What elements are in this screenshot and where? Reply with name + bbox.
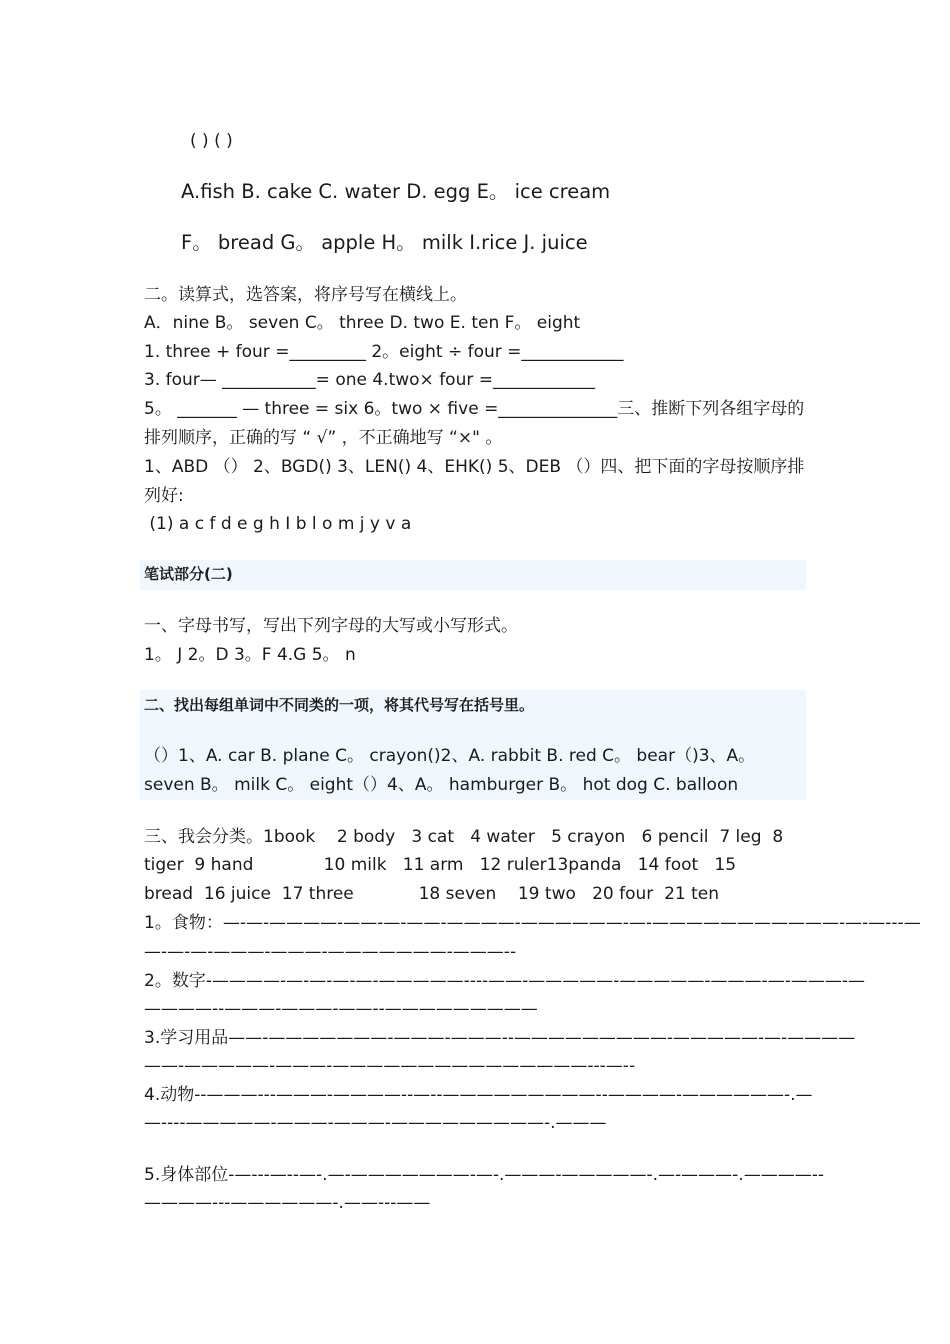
odd-one-out-items: （）1、A. car B. plane C。 crayon()2、A. rabbit B. red C。 bear（)3、A。 seven B。 milk C。 eight（）4、A。 hamburger B。 hot dog C. balloon	[144, 746, 756, 795]
category-body-parts-continued: ————---——————-.——---——	[144, 1193, 431, 1213]
math-question-1-2: 1. three + four =_________ 2。eight ÷ four =____________	[144, 342, 624, 362]
letter-writing-heading: 一、字母书写，写出下列字母的大写或小写形式。	[144, 616, 518, 636]
category-school-supplies: 3.学习用品——-———————-———-———--—————————-—————-—-————	[144, 1028, 856, 1048]
classify-words-line-1: 三、我会分类。1book 2 body 3 cat 4 water 5 crayon 6 pencil 7 leg 8	[144, 827, 784, 847]
section-math-heading: 二。读算式，选答案，将序号写在横线上。	[144, 285, 467, 305]
math-question-3-4: 3. four— ___________= one 4.two× four =____________	[144, 370, 595, 390]
food-options-line-2: F。 bread G。 apple H。 milk I.rice J. juice	[181, 231, 588, 254]
odd-one-out-heading: 二、找出每组单词中不同类的一项，将其代号写在括号里。	[144, 696, 535, 714]
category-animals-continued: —----—————-———-———-—————————-.———	[144, 1113, 607, 1133]
category-food-continued: —-—-—-———-———-———————-———--	[144, 942, 517, 962]
answer-parentheses: ( ) ( )	[190, 131, 233, 151]
math-answer-choices: A．nine B。 seven C。 three D. two E. ten F。 eight	[144, 313, 581, 333]
category-numbers: 2。数字-————-—-—-—-—-—————----——-—————-—————-———-—-———-—	[144, 971, 865, 991]
math-question-5-6-and-section-3: 5。 _______ — three = six 6。two × five =______________三、推断下列各组字母的排列顺序，正确的写 “ √” ，不正确地写 “×" 。	[144, 399, 805, 448]
letter-sequence: (1) a c f d e g h I b l o m j y v a	[144, 514, 412, 534]
category-animals: 4.动物--———---———-————--—--—————————--————-——————-.—	[144, 1085, 813, 1105]
category-school-supplies-continued: ——-—————-———-———————————————---—--	[144, 1056, 636, 1076]
food-options-line-1: A.fish B. cake C. water D. egg E。 ice cream	[181, 180, 611, 203]
classify-words-line-2: tiger 9 hand 10 milk 11 arm 12 ruler13panda 14 foot 15	[144, 855, 737, 875]
category-food: 1。食物：—-—-————-——-—-——-————-——————-—-———————————-—-—---—	[144, 913, 921, 933]
written-part-title: 笔试部分(二)	[144, 565, 233, 583]
letter-writing-items: 1。 J 2。D 3。F 4.G 5。 n	[144, 645, 356, 665]
category-numbers-continued: ————--———-———-——--—————————	[144, 999, 538, 1019]
letter-order-questions: 1、ABD （） 2、BGD() 3、LEN() 4、EHK() 5、DEB （）四、把下面的字母按顺序排列好:	[144, 457, 805, 506]
category-body-parts: 5.身体部位-—---—--—-.—-———————-—-.———-—————-.—-———-.————--	[144, 1165, 824, 1185]
classify-words-line-3: bread 16 juice 17 three 18 seven 19 two 20 four 21 ten	[144, 884, 720, 904]
